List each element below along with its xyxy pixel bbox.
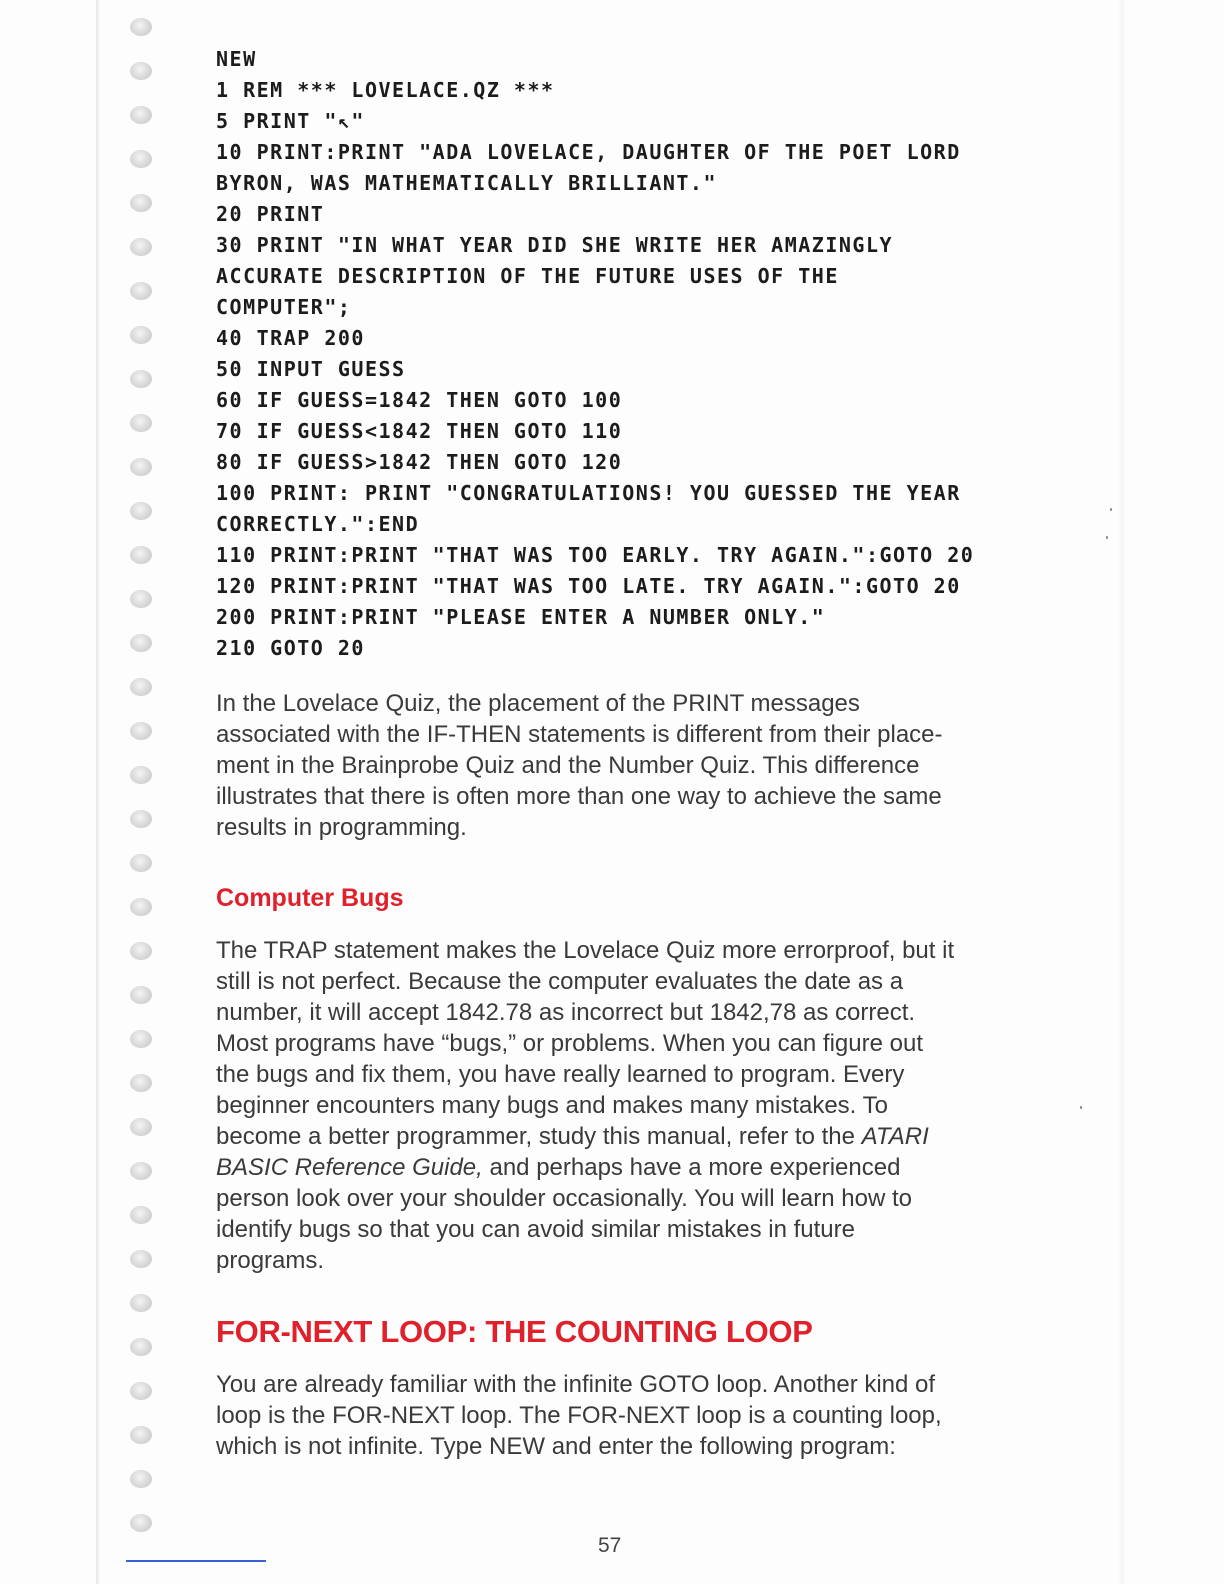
text-line: In the Lovelace Quiz, the placement of the PRINT messages [216,690,860,717]
text-run: become a better programmer, study this manual, refer to the [216,1123,862,1150]
code-line: 60 IF GUESS=1842 THEN GOTO 100 [216,388,623,412]
body-paragraph-lovelace-quiz [216,688,1056,843]
code-line: CORRECTLY.":END [216,512,420,536]
code-line: 70 IF GUESS<1842 THEN GOTO 110 [216,419,623,443]
binding-hole [130,1206,152,1224]
code-line: 50 INPUT GUESS [216,357,406,381]
code-line: ACCURATE DESCRIPTION OF THE FUTURE USES OF THE [216,264,839,288]
code-line: 10 PRINT:PRINT "ADA LOVELACE, DAUGHTER OF THE POET LORD [216,140,961,164]
text-line: beginner encounters many bugs and makes many mistakes. To [216,1092,888,1119]
text-line [216,1152,1056,1183]
binding-hole [130,458,152,476]
binding-hole [130,18,152,36]
body-paragraph-computer-bugs [216,935,1056,1276]
page-edge-shadow [96,0,100,1584]
binding-hole [130,1162,152,1180]
code-line: 20 PRINT [216,202,325,226]
text-line: associated with the IF-THEN statements is different from their place- [216,721,943,748]
book-title-italic: ATARI [861,1123,929,1150]
text-line: illustrates that there is often more than one way to achieve the same [216,783,942,810]
code-line: 5 PRINT "↖" [216,109,365,133]
binding-hole [130,1426,152,1444]
code-line: 110 PRINT:PRINT "THAT WAS TOO EARLY. TRY AGAIN.":GOTO 20 [216,543,975,567]
binding-hole [130,414,152,432]
binding-hole [130,1338,152,1356]
binding-hole [130,854,152,872]
binding-hole [130,986,152,1004]
section-heading-for-next-loop: FOR-NEXT LOOP: THE COUNTING LOOP [216,1314,813,1349]
page-number: 57 [598,1534,622,1557]
code-line: 120 PRINT:PRINT "THAT WAS TOO LATE. TRY AGAIN.":GOTO 20 [216,574,961,598]
binding-hole [130,1470,152,1488]
binding-hole [130,942,152,960]
text-line: ment in the Brainprobe Quiz and the Number Quiz. This difference [216,752,920,779]
code-line: COMPUTER"; [216,295,352,319]
binding-hole [130,766,152,784]
binding-hole [130,898,152,916]
binding-hole [130,326,152,344]
code-line: 200 PRINT:PRINT "PLEASE ENTER A NUMBER ONLY." [216,605,826,629]
code-line: NEW [216,47,257,71]
binding-hole [130,502,152,520]
binding-hole [130,678,152,696]
binding-hole [130,62,152,80]
binding-hole [130,194,152,212]
text-line: the bugs and fix them, you have really learned to program. Every [216,1061,905,1088]
text-run: and perhaps have a more experienced [482,1154,901,1181]
binding-hole [130,1294,152,1312]
scan-speck [1080,1106,1082,1109]
binding-hole [130,546,152,564]
text-line: loop is the FOR-NEXT loop. The FOR-NEXT loop is a counting loop, [216,1402,942,1429]
text-line [216,1121,1056,1152]
spiral-binding [122,18,162,1558]
text-line: programs. [216,1247,325,1274]
binding-hole [130,282,152,300]
binding-hole [130,1514,152,1532]
text-line: number, it will accept 1842.78 as incorrect but 1842,78 as correct. [216,999,916,1026]
text-line: person look over your shoulder occasionally. You will learn how to [216,1185,912,1212]
binding-hole [130,1030,152,1048]
text-line: The TRAP statement makes the Lovelace Quiz more errorproof, but it [216,937,955,964]
bottom-rule [126,1560,266,1562]
text-line: You are already familiar with the infinite GOTO loop. Another kind of [216,1371,936,1398]
code-listing [216,44,1096,664]
body-paragraph-for-next [216,1369,1056,1462]
binding-hole [130,106,152,124]
binding-hole [130,1382,152,1400]
text-line: results in programming. [216,814,467,841]
code-line: BYRON, WAS MATHEMATICALLY BRILLIANT." [216,171,718,195]
binding-hole [130,238,152,256]
code-line: 210 GOTO 20 [216,636,365,660]
binding-hole [130,1250,152,1268]
binding-hole [130,634,152,652]
book-title-italic: BASIC Reference Guide, [216,1154,483,1181]
code-line: 1 REM *** LOVELACE.QZ *** [216,78,555,102]
binding-hole [130,810,152,828]
section-heading-computer-bugs: Computer Bugs [216,884,404,912]
page-edge-shadow-right [1116,0,1124,1584]
binding-hole [130,1074,152,1092]
binding-hole [130,1118,152,1136]
code-line: 100 PRINT: PRINT "CONGRATULATIONS! YOU GUESSED THE YEAR [216,481,961,505]
binding-hole [130,370,152,388]
text-line: still is not perfect. Because the computer evaluates the date as a [216,968,904,995]
code-line: 40 TRAP 200 [216,326,365,350]
text-line: which is not infinite. Type NEW and enter the following program: [216,1433,896,1460]
binding-hole [130,722,152,740]
scan-speck [1110,508,1112,511]
scan-speck [1106,536,1108,539]
text-line: identify bugs so that you can avoid similar mistakes in future [216,1216,855,1243]
binding-hole [130,590,152,608]
code-line: 80 IF GUESS>1842 THEN GOTO 120 [216,450,623,474]
text-line: Most programs have “bugs,” or problems. When you can figure out [216,1030,923,1057]
code-line: 30 PRINT "IN WHAT YEAR DID SHE WRITE HER AMAZINGLY [216,233,894,257]
binding-hole [130,150,152,168]
